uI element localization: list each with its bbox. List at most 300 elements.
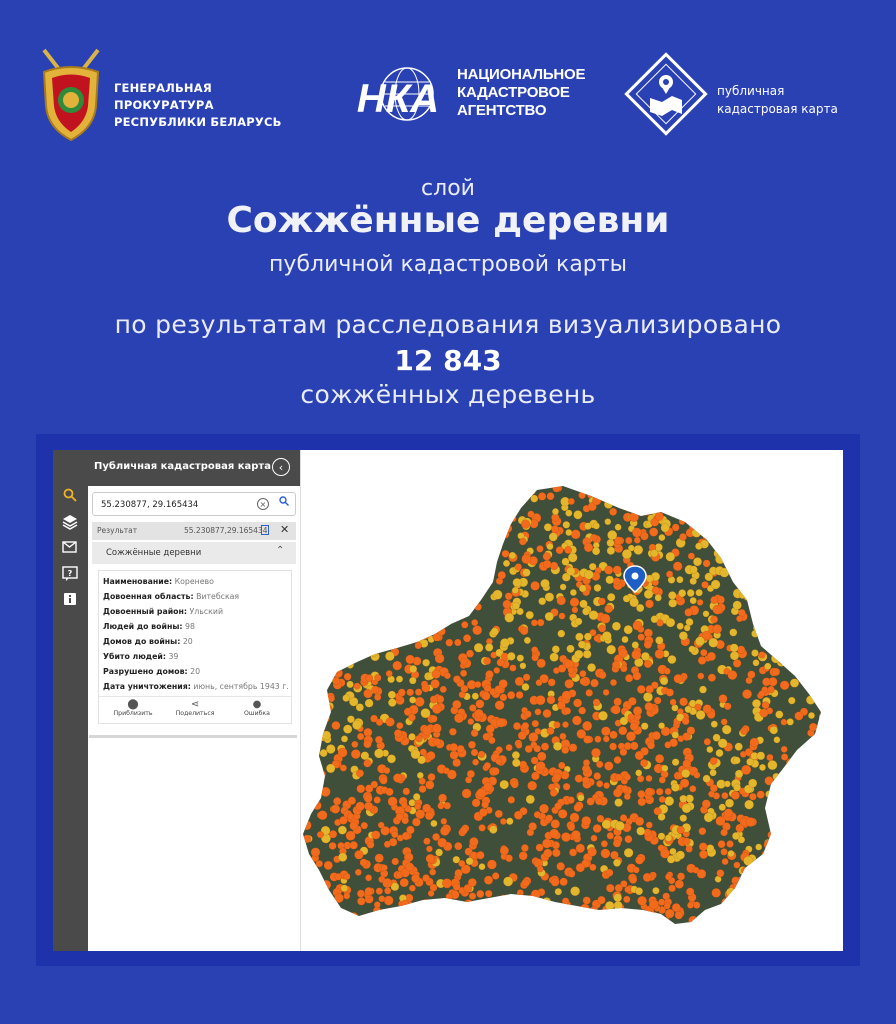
village-dot[interactable] — [440, 928, 447, 935]
village-dot[interactable] — [376, 888, 383, 895]
village-dot[interactable] — [447, 770, 456, 779]
village-dot[interactable] — [770, 589, 777, 596]
village-dot[interactable] — [818, 598, 824, 604]
village-dot[interactable] — [605, 901, 614, 910]
village-dot[interactable] — [814, 807, 821, 814]
village-dot[interactable] — [561, 746, 569, 754]
village-dot[interactable] — [649, 528, 658, 537]
village-dot[interactable] — [388, 534, 395, 541]
village-dot[interactable] — [452, 700, 461, 709]
village-dot[interactable] — [503, 600, 512, 609]
village-dot[interactable] — [315, 560, 325, 570]
village-dot[interactable] — [786, 645, 793, 652]
village-dot[interactable] — [685, 608, 693, 616]
village-dot[interactable] — [664, 903, 671, 910]
village-dot[interactable] — [307, 591, 314, 598]
village-dot[interactable] — [621, 480, 629, 488]
village-dot[interactable] — [335, 623, 341, 629]
village-dot[interactable] — [549, 533, 558, 542]
village-dot[interactable] — [320, 713, 329, 722]
village-dot[interactable] — [754, 611, 761, 618]
village-dot[interactable] — [613, 578, 621, 586]
village-dot[interactable] — [590, 864, 597, 871]
village-dot[interactable] — [429, 869, 436, 876]
village-dot[interactable] — [308, 699, 316, 707]
village-dot[interactable] — [406, 826, 414, 834]
village-dot[interactable] — [620, 814, 627, 821]
village-dot[interactable] — [666, 552, 675, 561]
village-dot[interactable] — [801, 887, 808, 894]
village-dot[interactable] — [475, 567, 482, 574]
village-dot[interactable] — [392, 502, 401, 511]
village-dot[interactable] — [752, 699, 761, 708]
village-dot[interactable] — [686, 618, 694, 626]
village-dot[interactable] — [801, 527, 809, 535]
village-dot[interactable] — [322, 919, 331, 928]
village-dot[interactable] — [475, 603, 482, 610]
village-dot[interactable] — [461, 920, 469, 928]
village-dot[interactable] — [731, 900, 738, 907]
village-dot[interactable] — [803, 574, 810, 581]
village-dot[interactable] — [368, 546, 376, 554]
village-dot[interactable] — [575, 775, 583, 783]
village-dot[interactable] — [824, 750, 833, 759]
village-dot[interactable] — [360, 632, 368, 640]
village-dot[interactable] — [600, 917, 609, 926]
village-dot[interactable] — [501, 521, 509, 529]
village-dot[interactable] — [646, 912, 654, 920]
village-dot[interactable] — [780, 543, 788, 551]
village-dot[interactable] — [795, 640, 803, 648]
village-dot[interactable] — [333, 660, 340, 667]
village-dot[interactable] — [394, 729, 402, 737]
village-dot[interactable] — [424, 591, 432, 599]
village-dot[interactable] — [652, 497, 661, 506]
village-dot[interactable] — [802, 584, 810, 592]
village-dot[interactable] — [413, 793, 420, 800]
village-dot[interactable] — [368, 930, 376, 938]
village-dot[interactable] — [576, 863, 585, 872]
village-dot[interactable] — [393, 661, 402, 670]
village-dot[interactable] — [799, 752, 808, 761]
village-dot[interactable] — [819, 912, 828, 921]
village-dot[interactable] — [364, 481, 373, 490]
village-dot[interactable] — [396, 638, 405, 647]
village-dot[interactable] — [524, 637, 531, 644]
village-dot[interactable] — [587, 798, 595, 806]
village-dot[interactable] — [383, 521, 393, 531]
village-dot[interactable] — [821, 773, 829, 781]
village-dot[interactable] — [565, 510, 572, 517]
village-dot[interactable] — [332, 541, 341, 550]
village-dot[interactable] — [521, 520, 530, 529]
village-dot[interactable] — [745, 800, 754, 809]
village-dot[interactable] — [655, 594, 662, 601]
village-dot[interactable] — [606, 884, 614, 892]
village-dot[interactable] — [398, 689, 406, 697]
village-dot[interactable] — [448, 557, 456, 565]
village-dot[interactable] — [775, 601, 784, 610]
village-dot[interactable] — [499, 895, 508, 904]
village-dot[interactable] — [333, 489, 341, 497]
village-dot[interactable] — [673, 487, 680, 494]
village-dot[interactable] — [568, 910, 577, 919]
village-dot[interactable] — [434, 525, 441, 532]
village-dot[interactable] — [357, 785, 365, 793]
village-dot[interactable] — [498, 571, 506, 579]
village-dot[interactable] — [396, 500, 405, 509]
village-dot[interactable] — [613, 840, 621, 848]
village-dot[interactable] — [615, 821, 624, 830]
village-dot[interactable] — [576, 844, 585, 853]
village-dot[interactable] — [708, 510, 715, 517]
village-dot[interactable] — [810, 819, 820, 829]
village-dot[interactable] — [550, 789, 557, 796]
village-dot[interactable] — [790, 502, 798, 510]
village-dot[interactable] — [516, 926, 523, 933]
village-dot[interactable] — [446, 639, 453, 646]
village-dot[interactable] — [431, 538, 440, 547]
village-dot[interactable] — [401, 900, 409, 908]
village-dot[interactable] — [388, 586, 396, 594]
village-dot[interactable] — [368, 643, 375, 650]
village-dot[interactable] — [500, 694, 507, 701]
village-dot[interactable] — [408, 733, 415, 740]
village-dot[interactable] — [348, 797, 356, 805]
village-dot[interactable] — [801, 613, 809, 621]
village-dot[interactable] — [405, 550, 415, 560]
village-dot[interactable] — [392, 623, 399, 630]
village-dot[interactable] — [349, 697, 358, 706]
village-dot[interactable] — [461, 685, 469, 693]
village-dot[interactable] — [302, 688, 310, 696]
village-dot[interactable] — [793, 660, 801, 668]
village-dot[interactable] — [313, 696, 322, 705]
village-dot[interactable] — [764, 910, 772, 918]
village-dot[interactable] — [658, 833, 665, 840]
village-dot[interactable] — [829, 777, 836, 784]
village-dot[interactable] — [363, 561, 371, 569]
village-dot[interactable] — [317, 831, 324, 838]
village-dot[interactable] — [817, 766, 824, 773]
village-dot[interactable] — [728, 850, 735, 857]
village-dot[interactable] — [562, 691, 572, 701]
village-dot[interactable] — [395, 537, 404, 546]
village-dot[interactable] — [468, 718, 474, 724]
village-dot[interactable] — [682, 804, 691, 813]
questions-icon[interactable] — [61, 566, 79, 584]
village-dot[interactable] — [744, 594, 751, 601]
village-dot[interactable] — [620, 748, 627, 755]
village-dot[interactable] — [526, 611, 534, 619]
village-dot[interactable] — [589, 916, 597, 924]
village-dot[interactable] — [634, 490, 641, 497]
village-dot[interactable] — [770, 530, 778, 538]
village-dot[interactable] — [440, 686, 447, 693]
village-dot[interactable] — [451, 550, 458, 557]
village-dot[interactable] — [611, 705, 620, 714]
search-icon[interactable] — [61, 488, 79, 506]
village-dot[interactable] — [641, 723, 648, 730]
village-dot[interactable] — [302, 821, 311, 830]
village-dot[interactable] — [708, 928, 715, 935]
village-dot[interactable] — [656, 788, 663, 795]
village-dot[interactable] — [514, 908, 522, 916]
village-dot[interactable] — [610, 922, 617, 929]
village-dot[interactable] — [409, 885, 416, 892]
village-dot[interactable] — [502, 531, 510, 539]
village-dot[interactable] — [643, 692, 652, 701]
village-dot[interactable] — [658, 813, 665, 820]
village-dot[interactable] — [704, 519, 712, 527]
village-dot[interactable] — [414, 803, 421, 810]
village-dot[interactable] — [716, 816, 726, 826]
village-dot[interactable] — [416, 589, 424, 597]
village-dot[interactable] — [435, 509, 443, 517]
village-dot[interactable] — [331, 805, 340, 814]
village-dot[interactable] — [473, 626, 482, 635]
village-dot[interactable] — [637, 827, 645, 835]
village-dot[interactable] — [326, 924, 332, 930]
village-dot[interactable] — [371, 566, 378, 573]
village-dot[interactable] — [407, 689, 414, 696]
village-dot[interactable] — [316, 914, 323, 921]
village-dot[interactable] — [489, 826, 497, 834]
village-dot[interactable] — [672, 524, 679, 531]
village-dot[interactable] — [607, 539, 615, 547]
village-dot[interactable] — [579, 492, 586, 499]
village-dot[interactable] — [822, 815, 831, 824]
village-dot[interactable] — [513, 722, 521, 730]
village-dot[interactable] — [344, 673, 351, 680]
village-dot[interactable] — [512, 751, 520, 759]
village-dot[interactable] — [744, 882, 752, 890]
village-dot[interactable] — [604, 566, 613, 575]
village-dot[interactable] — [704, 738, 711, 745]
village-dot[interactable] — [547, 492, 555, 500]
village-dot[interactable] — [430, 613, 439, 622]
village-dot[interactable] — [449, 728, 456, 735]
village-dot[interactable] — [823, 911, 831, 919]
village-dot[interactable] — [620, 665, 627, 672]
village-dot[interactable] — [749, 793, 756, 800]
village-dot[interactable] — [379, 598, 387, 606]
village-dot[interactable] — [484, 762, 491, 769]
village-dot[interactable] — [348, 613, 355, 620]
village-dot[interactable] — [318, 697, 325, 704]
village-dot[interactable] — [613, 789, 622, 798]
village-dot[interactable] — [739, 925, 747, 933]
village-dot[interactable] — [438, 603, 445, 610]
village-dot[interactable] — [531, 647, 538, 654]
village-dot[interactable] — [454, 639, 461, 646]
village-dot[interactable] — [326, 639, 334, 647]
village-dot[interactable] — [628, 697, 636, 705]
village-dot[interactable] — [604, 500, 613, 509]
village-dot[interactable] — [411, 627, 420, 636]
village-dot[interactable] — [732, 832, 739, 839]
village-dot[interactable] — [491, 628, 499, 636]
village-dot[interactable] — [322, 574, 331, 583]
village-dot[interactable] — [801, 628, 810, 637]
village-dot[interactable] — [811, 807, 819, 815]
village-dot[interactable] — [448, 573, 455, 580]
village-dot[interactable] — [487, 480, 495, 488]
village-dot[interactable] — [466, 506, 475, 515]
village-dot[interactable] — [479, 824, 486, 831]
village-dot[interactable] — [674, 674, 683, 683]
village-dot[interactable] — [365, 785, 373, 793]
collapse-panel-button[interactable]: ‹ — [272, 458, 290, 476]
village-dot[interactable] — [583, 759, 590, 766]
village-dot[interactable] — [313, 924, 322, 933]
village-dot[interactable] — [796, 643, 803, 650]
village-dot[interactable] — [716, 749, 724, 757]
village-dot[interactable] — [402, 817, 409, 824]
village-dot[interactable] — [325, 551, 334, 560]
village-dot[interactable] — [409, 665, 417, 673]
village-dot[interactable] — [406, 655, 415, 664]
village-dot[interactable] — [358, 494, 366, 502]
village-dot[interactable] — [322, 507, 328, 513]
village-dot[interactable] — [380, 777, 388, 785]
village-dot[interactable] — [407, 520, 414, 527]
village-dot[interactable] — [516, 691, 523, 698]
village-dot[interactable] — [781, 746, 788, 753]
village-dot[interactable] — [676, 851, 685, 860]
village-dot[interactable] — [769, 907, 777, 915]
village-dot[interactable] — [446, 490, 453, 497]
village-dot[interactable] — [633, 621, 642, 630]
village-dot[interactable] — [388, 691, 396, 699]
village-dot[interactable] — [601, 614, 611, 624]
village-dot[interactable] — [381, 567, 389, 575]
village-dot[interactable] — [347, 716, 354, 723]
village-dot[interactable] — [505, 593, 512, 600]
village-dot[interactable] — [308, 602, 317, 611]
village-dot[interactable] — [381, 865, 387, 871]
village-dot[interactable] — [302, 876, 309, 883]
village-dot[interactable] — [517, 889, 524, 896]
village-dot[interactable] — [367, 841, 374, 848]
village-dot[interactable] — [554, 803, 561, 810]
village-dot[interactable] — [310, 484, 317, 491]
village-dot[interactable] — [443, 561, 452, 570]
village-dot[interactable] — [635, 751, 644, 760]
village-dot[interactable] — [774, 811, 783, 820]
village-dot[interactable] — [645, 600, 653, 608]
village-dot[interactable] — [543, 709, 552, 718]
village-dot[interactable] — [813, 883, 820, 890]
village-dot[interactable] — [333, 665, 341, 673]
village-dot[interactable] — [453, 532, 462, 541]
village-dot[interactable] — [689, 646, 696, 653]
village-dot[interactable] — [313, 801, 321, 809]
village-dot[interactable] — [505, 894, 514, 903]
village-dot[interactable] — [622, 636, 629, 643]
village-dot[interactable] — [569, 849, 577, 857]
village-dot[interactable] — [302, 676, 310, 684]
village-dot[interactable] — [655, 754, 664, 763]
village-dot[interactable] — [808, 712, 815, 719]
village-dot[interactable] — [738, 876, 747, 885]
village-dot[interactable] — [311, 640, 321, 650]
village-dot[interactable] — [823, 740, 832, 749]
village-dot[interactable] — [774, 810, 781, 817]
village-dot[interactable] — [786, 861, 795, 870]
village-dot[interactable] — [698, 656, 706, 664]
village-dot[interactable] — [677, 509, 686, 518]
village-dot[interactable] — [305, 633, 314, 642]
village-dot[interactable] — [374, 643, 382, 651]
village-dot[interactable] — [750, 738, 759, 747]
village-dot[interactable] — [304, 642, 313, 651]
village-dot[interactable] — [445, 898, 453, 906]
village-dot[interactable] — [416, 903, 425, 912]
village-dot[interactable] — [344, 893, 351, 900]
village-dot[interactable] — [562, 558, 570, 566]
village-dot[interactable] — [748, 916, 758, 926]
search-submit-icon[interactable] — [279, 496, 289, 509]
village-dot[interactable] — [816, 663, 823, 670]
village-dot[interactable] — [356, 503, 364, 511]
village-dot[interactable] — [426, 854, 435, 863]
village-dot[interactable] — [583, 650, 591, 658]
village-dot[interactable] — [432, 724, 441, 733]
village-dot[interactable] — [512, 493, 521, 502]
village-dot[interactable] — [456, 534, 463, 541]
village-dot[interactable] — [344, 603, 353, 612]
village-dot[interactable] — [417, 921, 424, 928]
village-dot[interactable] — [797, 555, 804, 562]
village-dot[interactable] — [567, 797, 574, 804]
village-dot[interactable] — [702, 631, 711, 640]
village-dot[interactable] — [340, 530, 347, 537]
village-dot[interactable] — [641, 652, 649, 660]
village-dot[interactable] — [551, 878, 559, 886]
village-dot[interactable] — [632, 528, 641, 537]
village-dot[interactable] — [319, 590, 327, 598]
village-dot[interactable] — [526, 900, 534, 908]
village-dot[interactable] — [427, 497, 436, 506]
village-dot[interactable] — [792, 488, 801, 497]
village-dot[interactable] — [828, 579, 836, 587]
village-dot[interactable] — [783, 864, 790, 871]
village-dot[interactable] — [827, 894, 834, 901]
village-dot[interactable] — [350, 841, 358, 849]
village-dot[interactable] — [426, 846, 432, 852]
village-dot[interactable] — [791, 509, 797, 515]
village-dot[interactable] — [623, 896, 630, 903]
village-dot[interactable] — [724, 781, 730, 787]
village-dot[interactable] — [319, 644, 327, 652]
village-dot[interactable] — [803, 841, 812, 850]
village-dot[interactable] — [638, 790, 646, 798]
village-dot[interactable] — [825, 513, 834, 522]
village-dot[interactable] — [614, 698, 622, 706]
village-dot[interactable] — [635, 770, 642, 777]
village-dot[interactable] — [769, 637, 776, 644]
village-dot[interactable] — [351, 749, 360, 758]
village-dot[interactable] — [811, 795, 819, 803]
village-dot[interactable] — [450, 751, 459, 760]
village-dot[interactable] — [701, 581, 708, 588]
village-dot[interactable] — [598, 711, 607, 720]
village-dot[interactable] — [820, 575, 829, 584]
village-dot[interactable] — [808, 682, 818, 692]
village-dot[interactable] — [710, 784, 718, 792]
village-dot[interactable] — [384, 896, 393, 905]
